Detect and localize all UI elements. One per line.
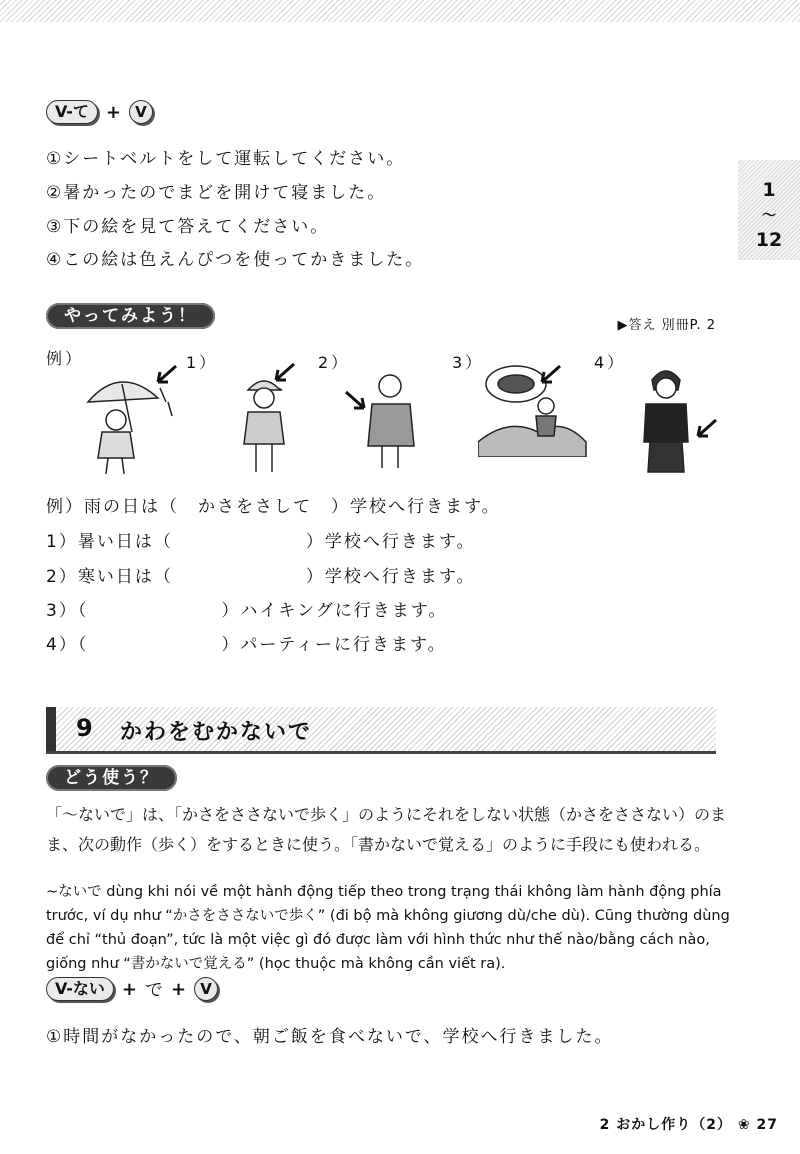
chapter-tab-top: 1 — [762, 179, 776, 201]
formula-verb: V — [129, 100, 153, 124]
question-3: 3）（ ）ハイキングに行きます。 — [46, 601, 448, 621]
page-number: ❀ 27 — [737, 1117, 778, 1133]
chapter-tab-bottom: 12 — [755, 229, 783, 251]
section-heading — [46, 707, 716, 754]
chapter-tab-mid: 〜 — [762, 208, 776, 224]
top-hatch-border — [0, 0, 800, 22]
formula-plus: + — [121, 978, 137, 1000]
footer-chapter: 2 おかし作り（2） — [599, 1117, 733, 1133]
section-bar — [46, 707, 56, 751]
answer-reference: ▶答え 別冊P. 2 — [617, 318, 716, 333]
question-example: 例）雨の日は（ かさをさして ）学校へ行きます。 — [46, 497, 501, 517]
arrow-icon — [534, 362, 564, 392]
figure-label-example: 例） — [46, 349, 85, 368]
arrow-icon — [150, 362, 180, 392]
question-2: 2）寒い日は（ ）学校へ行きます。 — [46, 567, 476, 587]
arrow-icon — [342, 388, 372, 418]
formula-verb-nai: V-ない — [46, 977, 114, 1001]
formula-plus: + — [105, 101, 121, 123]
example-te-2: ②暑かったのでまどを開けて寝ました。 — [46, 183, 387, 203]
page-footer — [600, 1114, 778, 1134]
practice-banner: やってみよう！ — [46, 303, 215, 329]
section-number: 9 — [76, 714, 93, 742]
figure-label-1: 1） — [186, 353, 219, 372]
hiking-child-illustration — [478, 362, 588, 457]
question-1: 1）暑い日は（ ）学校へ行きます。 — [46, 532, 476, 552]
formula-verb-te: V-て — [46, 100, 98, 124]
formula-de: で — [144, 980, 163, 1001]
formula-plus: + — [170, 978, 187, 1000]
arrow-icon — [690, 416, 720, 446]
arrow-icon — [268, 360, 298, 390]
section-title: かわをむかないで — [120, 720, 313, 745]
question-4: 4）（ ）パーティーに行きます。 — [46, 635, 447, 655]
chapter-tab — [738, 160, 800, 260]
usage-banner: どう使う？ — [46, 765, 177, 791]
example-nai-de-1: ①時間がなかったので、朝ご飯を食べないで、学校へ行きました。 — [46, 1027, 614, 1047]
formula-te — [46, 100, 153, 124]
formula-verb: V — [194, 977, 218, 1001]
example-te-3: ③下の絵を見て答えてください。 — [46, 217, 330, 237]
figure-label-2: 2） — [318, 353, 351, 372]
example-te-4: ④この絵は色えんぴつを使ってかきました。 — [46, 250, 425, 270]
coat-child-illustration — [360, 368, 430, 473]
figure-label-3: 3） — [452, 353, 485, 372]
formula-nai-de — [46, 976, 218, 1002]
example-te-1: ①シートベルトをして運転してください。 — [46, 149, 406, 169]
figure-label-4: 4） — [594, 353, 627, 372]
usage-explanation-jp: 「〜ないで」は、「かさをささないで歩く」のようにそれをしない状態（かさをささない）のまま、次の動作（歩く）をするときに使う。「書かないで覚える」のように手段にも使われる。 — [46, 805, 727, 854]
usage-explanation-vn: ~ないで dùng khi nói về một hành động tiếp theo trong trạng thái không làm hành động phía trước, ví dụ như “かさをささないで歩く” (đi bộ mà không giương dù/che dù). Cũng thường dùng để chỉ “thủ đoạn”, tức là một việc gì đó được làm với hình thức như thế nào/bằng cách nào, giống như “書かないで覚える” (học thuộc mà không cần viết ra). — [46, 884, 730, 972]
